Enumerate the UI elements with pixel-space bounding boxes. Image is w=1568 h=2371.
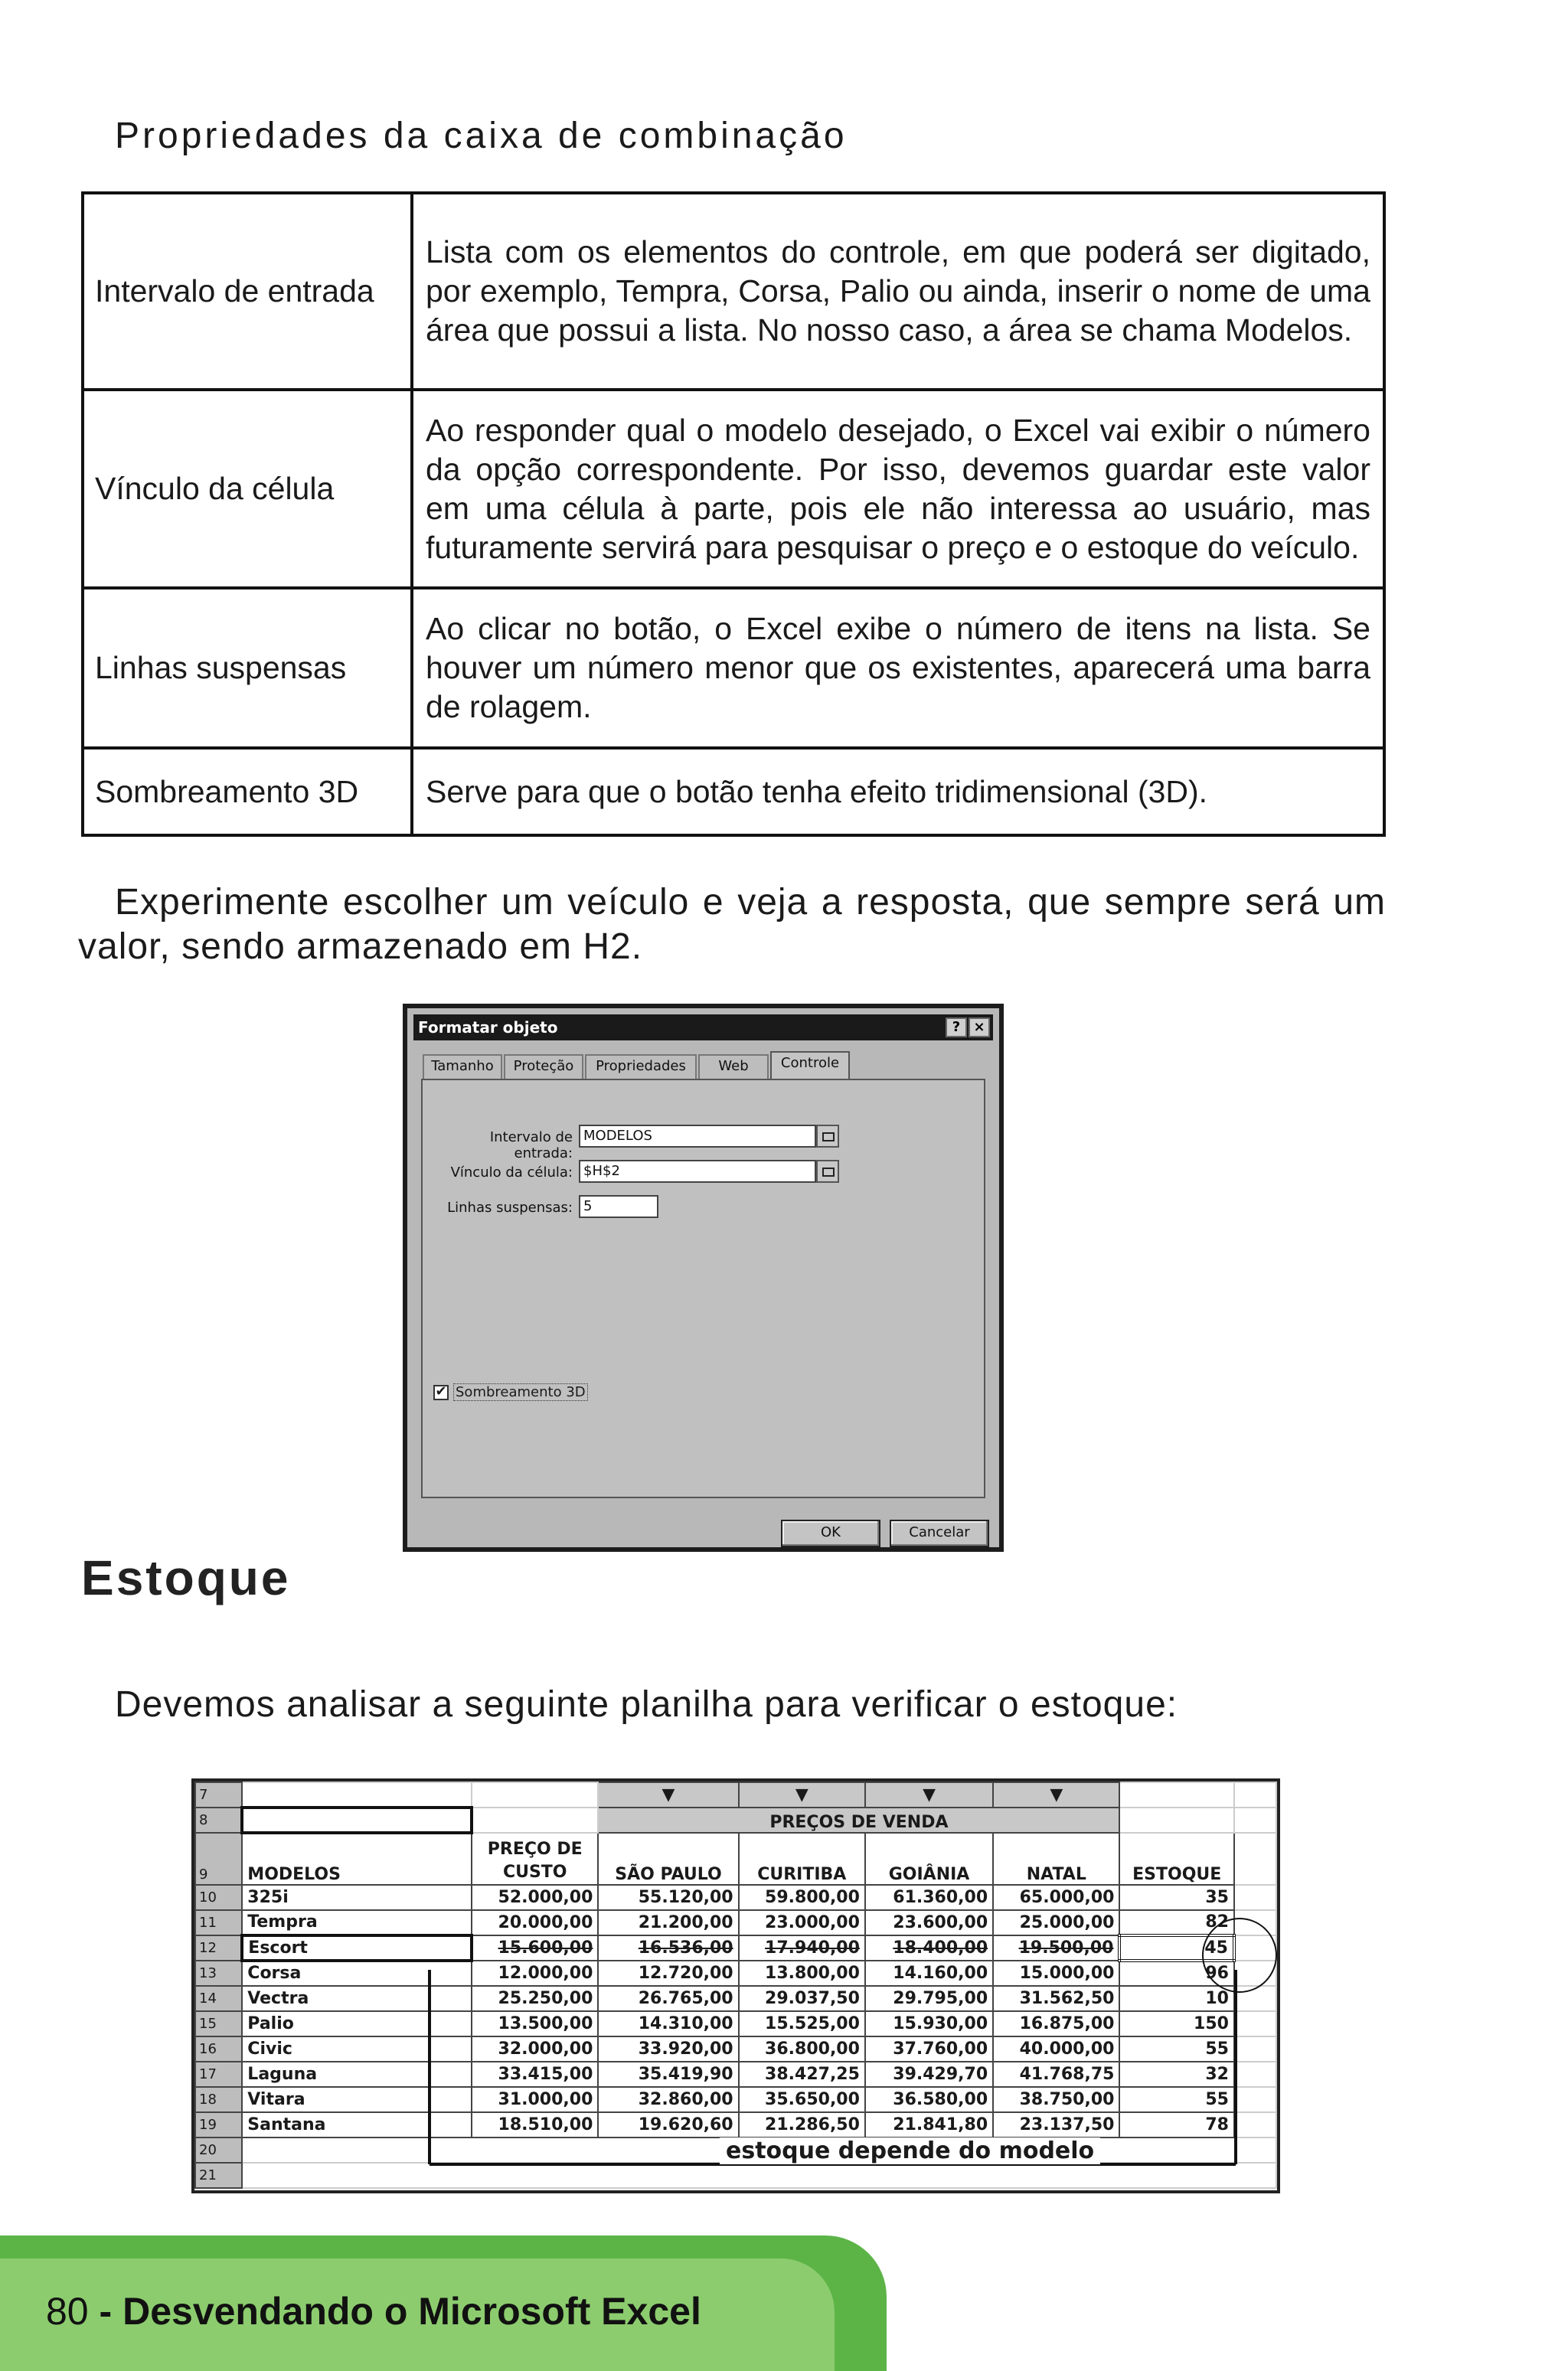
cell-model: Tempra	[242, 1910, 472, 1935]
footer	[46, 2289, 701, 2333]
header-curitiba: CURITIBA	[739, 1833, 865, 1885]
cell-custo: 18.510,00	[472, 2112, 598, 2137]
paragraph-experiment: Experimente escolher um veículo e veja a resposta, que sempre será um valor, sendo armazenado em H2.	[78, 882, 1386, 967]
help-button[interactable]: ?	[946, 1017, 967, 1037]
cell-curitiba: 17.940,00	[739, 1935, 865, 1961]
cell-curitiba: 38.427,25	[739, 2062, 865, 2087]
cell-custo: 20.000,00	[472, 1910, 598, 1935]
stock-dependency-annotation	[194, 1782, 1280, 2193]
cell-sp: 33.920,00	[598, 2036, 738, 2062]
section-title: Propriedades da caixa de combinação	[115, 116, 848, 156]
row-number: 7	[195, 1782, 242, 1808]
table-row	[83, 748, 1384, 835]
cell-estoque: 35	[1119, 1885, 1234, 1910]
cell-curitiba: 36.800,00	[739, 2036, 865, 2062]
cell-curitiba: 35.650,00	[739, 2087, 865, 2112]
table-row	[83, 390, 1384, 588]
cell-natal: 16.875,00	[993, 2011, 1119, 2036]
spreadsheet	[191, 1778, 1280, 2193]
row-number: 13	[195, 1961, 242, 1986]
cell-estoque: 78	[1119, 2112, 1234, 2137]
property-name: Intervalo de entrada	[83, 193, 412, 390]
tab-web[interactable]: Web	[698, 1054, 769, 1079]
cell-custo: 31.000,00	[472, 2087, 598, 2112]
shading-3d-checkbox[interactable]: ✔	[433, 1385, 449, 1400]
row-number: 9	[195, 1833, 242, 1885]
cell-natal: 19.500,00	[993, 1935, 1119, 1961]
cell-sp: 12.720,00	[598, 1961, 738, 1986]
cell-goiania: 61.360,00	[865, 1885, 993, 1910]
cell-curitiba: 23.000,00	[739, 1910, 865, 1935]
controle-panel	[421, 1079, 985, 1498]
cell-estoque: 10	[1119, 1986, 1234, 2011]
cell-sp: 21.200,00	[598, 1910, 738, 1935]
cell-sp: 55.120,00	[598, 1885, 738, 1910]
cell-goiania: 36.580,00	[865, 2087, 993, 2112]
row-number: 19	[195, 2112, 242, 2137]
dialog-title-bar	[413, 1014, 993, 1040]
property-name: Linhas suspensas	[83, 588, 412, 748]
row-number: 15	[195, 2011, 242, 2036]
cell-custo: 52.000,00	[472, 1885, 598, 1910]
paragraph-stock: Devemos analisar a seguinte planilha para verificar o estoque:	[115, 1684, 1178, 1725]
tab-controle[interactable]: Controle	[770, 1051, 850, 1080]
cell-curitiba: 29.037,50	[739, 1986, 865, 2011]
cell-natal: 15.000,00	[993, 1961, 1119, 1986]
format-object-dialog	[403, 1004, 1004, 1552]
book-title: Desvendando o Microsoft Excel	[122, 2290, 701, 2333]
cell-estoque: 55	[1119, 2087, 1234, 2112]
dropdown-lines-field[interactable]: 5	[579, 1195, 658, 1218]
header-modelos: MODELOS	[242, 1833, 472, 1885]
cell-curitiba: 15.525,00	[739, 2011, 865, 2036]
cell-estoque: 150	[1119, 2011, 1234, 2036]
header-estoque: ESTOQUE	[1119, 1833, 1234, 1885]
cell-link-label: Vínculo da célula:	[450, 1164, 573, 1181]
cell-model: Vectra	[242, 1986, 472, 2011]
cell-goiania: 23.600,00	[865, 1910, 993, 1935]
cell-goiania: 21.841,80	[865, 2112, 993, 2137]
property-description: Ao clicar no botão, o Excel exibe o número de itens na lista. Se houver um número menor que os existentes, aparecerá uma barra de rolagem.	[412, 588, 1384, 748]
header-sao-paulo: SÃO PAULO	[598, 1833, 738, 1885]
cell-link-field[interactable]: $H$2	[579, 1160, 816, 1183]
header-natal: NATAL	[993, 1833, 1119, 1885]
properties-table	[81, 191, 1386, 837]
cell-curitiba: 59.800,00	[739, 1885, 865, 1910]
tab-propriedades[interactable]: Propriedades	[585, 1054, 697, 1079]
row-number: 21	[195, 2163, 242, 2188]
cell-model: Laguna	[242, 2062, 472, 2087]
cell-model: Palio	[242, 2011, 472, 2036]
row-number: 14	[195, 1986, 242, 2011]
row-number: 16	[195, 2036, 242, 2062]
cell-curitiba: 13.800,00	[739, 1961, 865, 1986]
dropdown-arrow-icon[interactable]: ▼	[598, 1782, 738, 1808]
cell-natal: 38.750,00	[993, 2087, 1119, 2112]
property-name: Vínculo da célula	[83, 390, 412, 588]
cell-custo: 15.600,00	[472, 1935, 598, 1961]
tab-tamanho[interactable]: Tamanho	[423, 1054, 502, 1079]
cell-custo: 25.250,00	[472, 1986, 598, 2011]
cell-estoque: 32	[1119, 2062, 1234, 2087]
header-goiania: GOIÂNIA	[865, 1833, 993, 1885]
cell-goiania: 15.930,00	[865, 2011, 993, 2036]
cell-sp: 26.765,00	[598, 1986, 738, 2011]
property-description: Ao responder qual o modelo desejado, o Excel vai exibir o número da opção correspondente. Por isso, devemos guardar este valor em uma célula à parte, pois ele não interessa ao usuário, mas futuramente servirá para pesquisar o preço e o estoque do veículo.	[412, 390, 1384, 588]
page-number: 80	[46, 2290, 89, 2333]
cell-estoque: 96	[1119, 1961, 1234, 1986]
cell-model: 325i	[242, 1885, 472, 1910]
cell-goiania: 14.160,00	[865, 1961, 993, 1986]
cell-picker-icon[interactable]	[816, 1160, 839, 1183]
dialog-title: Formatar objeto	[418, 1018, 558, 1037]
cell-natal: 23.137,50	[993, 2112, 1119, 2137]
sales-price-header: PREÇOS DE VENDA	[598, 1808, 1119, 1833]
cell-model-selected[interactable]: Escort	[242, 1935, 472, 1961]
property-name: Sombreamento 3D	[83, 748, 412, 835]
cell-natal: 41.768,75	[993, 2062, 1119, 2087]
cell-natal: 40.000,00	[993, 2036, 1119, 2062]
cell-custo: 12.000,00	[472, 1961, 598, 1986]
cell-custo: 33.415,00	[472, 2062, 598, 2087]
row-number: 11	[195, 1910, 242, 1935]
cell-custo: 32.000,00	[472, 2036, 598, 2062]
row-number: 18	[195, 2087, 242, 2112]
cell-curitiba: 21.286,50	[739, 2112, 865, 2137]
row-number: 8	[195, 1808, 242, 1833]
sheet-annotation-text: estoque depende do modelo	[720, 2137, 1100, 2164]
property-description: Serve para que o botão tenha efeito tridimensional (3D).	[412, 748, 1384, 835]
range-picker-icon[interactable]	[816, 1125, 839, 1148]
cell-estoque: 82	[1119, 1910, 1234, 1935]
cell-sp: 19.620,60	[598, 2112, 738, 2137]
row-number: 17	[195, 2062, 242, 2087]
cell-goiania: 37.760,00	[865, 2036, 993, 2062]
cell-custo: 13.500,00	[472, 2011, 598, 2036]
row-number: 10	[195, 1885, 242, 1910]
dropdown-arrow-icon[interactable]: ▼	[739, 1782, 865, 1808]
cell-natal: 31.562,50	[993, 1986, 1119, 2011]
table-row	[83, 193, 1384, 390]
cell-sp: 35.419,90	[598, 2062, 738, 2087]
property-description: Lista com os elementos do controle, em que poderá ser digitado, por exemplo, Tempra, Corsa, Palio ou ainda, inserir o nome de uma área que possui a lista. No nosso caso, a área se chama Modelos.	[412, 193, 1384, 390]
cell-model: Santana	[242, 2112, 472, 2137]
dropdown-arrow-icon[interactable]: ▼	[865, 1782, 993, 1808]
cell-model: Vitara	[242, 2087, 472, 2112]
cell-estoque: 55	[1119, 2036, 1234, 2062]
cell-model: Civic	[242, 2036, 472, 2062]
section-heading-estoque: Estoque	[81, 1550, 291, 1605]
cell-goiania: 29.795,00	[865, 1986, 993, 2011]
close-button[interactable]: ×	[969, 1017, 990, 1037]
input-range-field[interactable]: MODELOS	[579, 1125, 816, 1148]
row-number: 20	[195, 2137, 242, 2163]
input-range-label: Intervalo de entrada:	[489, 1129, 573, 1161]
cell-sp: 32.860,00	[598, 2087, 738, 2112]
cell-sp: 14.310,00	[598, 2011, 738, 2036]
ok-button[interactable]: OK	[781, 1520, 880, 1547]
footer-separator: -	[99, 2290, 113, 2333]
table-row	[83, 588, 1384, 748]
row-number: 12	[195, 1935, 242, 1961]
cancel-button[interactable]: Cancelar	[890, 1520, 989, 1547]
shading-3d-label: Sombreamento 3D	[453, 1383, 588, 1401]
cell-natal: 65.000,00	[993, 1885, 1119, 1910]
dropdown-arrow-icon[interactable]: ▼	[993, 1782, 1119, 1808]
cell-sp: 16.536,00	[598, 1935, 738, 1961]
header-custo: PREÇO DE CUSTO	[472, 1833, 598, 1885]
cell-goiania: 39.429,70	[865, 2062, 993, 2087]
dropdown-lines-label: Linhas suspensas:	[447, 1200, 573, 1216]
cell-natal: 25.000,00	[993, 1910, 1119, 1935]
cell-estoque-selected: 45	[1119, 1935, 1234, 1961]
tab-protecao[interactable]: Proteção	[504, 1054, 583, 1079]
cell-model: Corsa	[242, 1961, 472, 1986]
cell-goiania: 18.400,00	[865, 1935, 993, 1961]
